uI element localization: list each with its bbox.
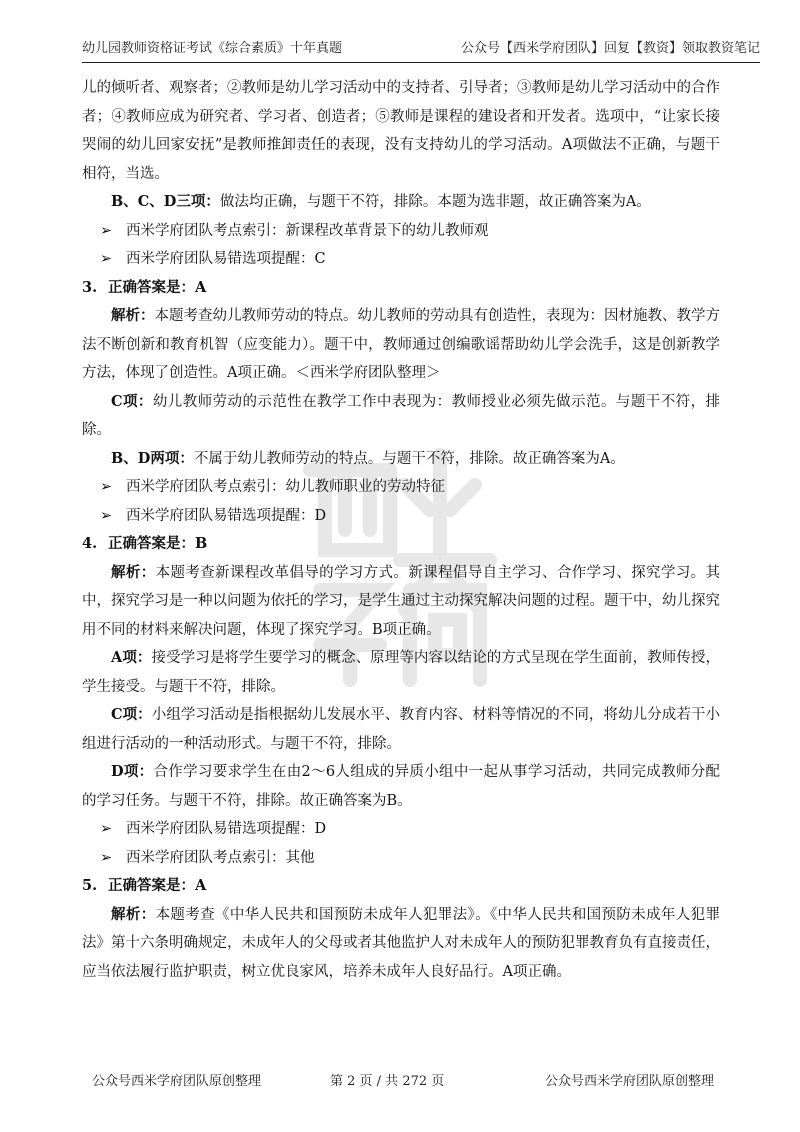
paragraph (82, 758, 720, 815)
bullet-item (82, 217, 720, 246)
correct-answer-text: 正确答案是：A (108, 278, 207, 296)
page-number: 第 2 页 / 共 272 页 (330, 1074, 445, 1089)
arrow-bullet-icon: ➢ (100, 507, 113, 524)
footer-right-credit: 公众号西米学府团队原创整理 (545, 1074, 715, 1089)
paragraph-text: 幼儿教师劳动的示范性在教学工作中表现为：教师授业必须先做示范。与题干不符，排除。 (82, 393, 721, 438)
paragraph (82, 74, 720, 188)
footer-left-credit: 公众号西米学府团队原创整理 (92, 1074, 262, 1089)
arrow-bullet-icon: ➢ (100, 849, 113, 866)
paragraph (82, 302, 720, 388)
paragraph-text: 本题考查新课程改革倡导的学习方式。新课程倡导自主学习、合作学习、探究学习。其中，探究学习是一种以问题为依托的学习，是学生通过主动探究解决问题的过程。题干中，幼儿探究用不同的材料来解决问题，体现了探究学习。B项正确。 (82, 564, 721, 638)
question-number: 4. (82, 535, 98, 552)
paragraph-text: 儿的倾听者、观察者；②教师是幼儿学习活动中的支持者、引导者；③教师是幼儿学习活动中的合作者；④教师应成为研究者、学习者、创造者；⑤教师是课程的建设者和开发者。选项中，“让家长接哭闹的幼儿回家安抚”是教师推卸责任的表现，没有支持幼儿的学习活动。A项做法不正确，与题干相符，当选。 (82, 80, 720, 182)
paragraph-text: 做法均正确，与题干不符，排除。本题为选非题，故正确答案为A。 (219, 194, 651, 210)
page-footer (0, 1070, 800, 1090)
paragraph-text: 接受学习是将学生要学习的概念、原理等内容以结论的方式呈现在学生面前，教师传授，学生接受。与题干不符，排除。 (82, 650, 720, 695)
paragraph (82, 901, 720, 987)
paragraph-label: D项： (111, 763, 154, 780)
paragraph-text: 不属于幼儿教师劳动的特点。与题干不符，排除。故正确答案为A。 (193, 450, 625, 467)
paragraph (82, 644, 720, 701)
arrow-bullet-icon: ➢ (100, 251, 113, 267)
header-title: 幼儿园教师资格证考试《综合素质》十年真题 (82, 41, 343, 56)
paragraph-text: 本题考查幼儿教师劳动的特点。幼儿教师的劳动具有创造性，表现为：因材施教、教学方法不断创新和教育机智（应变能力）。题干中，教师通过创编歌谣帮助幼儿学会洗手，这是创新教学方法，体现了创造性。A项正确。＜西米学府团队整理＞ (82, 308, 720, 381)
arrow-bullet-icon: ➢ (100, 821, 113, 837)
correct-answer-text: 正确答案是：B (108, 535, 208, 552)
paragraph (82, 559, 720, 645)
paragraph (82, 388, 720, 445)
paragraph-text: 小组学习活动是指根据幼儿发展水平、教育内容、材料等情况的不同，将幼儿分成若干小组进行活动的一种活动形式。与题干不符，排除。 (82, 707, 720, 752)
answer-explanation-body (82, 74, 720, 986)
question-answer-heading (82, 872, 720, 901)
bullet-text: 西米学府团队易错选项提醒：D (126, 821, 327, 837)
paragraph (82, 701, 720, 758)
header-promo: 公众号【西米学府团队】回复【教资】领取教资笔记 (460, 41, 760, 56)
paragraph-label: A项： (111, 649, 152, 666)
bullet-item (82, 245, 720, 274)
bullet-item (82, 473, 720, 502)
bullet-text: 西米学府团队考点索引：新课程改革背景下的幼儿教师观 (126, 222, 489, 239)
bullet-text: 西米学府团队考点索引：幼儿教师职业的劳动特征 (126, 479, 445, 495)
paragraph-text: 本题考查《中华人民共和国预防未成年人犯罪法》。《中华人民共和国预防未成年人犯罪法》第十六条明确规定，未成年人的父母或者其他监护人对未成年人的预防犯罪教育负有直接责任，应当依法履行监护职责，树立优良家风，培养未成年人良好品行。A项正确。 (82, 906, 720, 980)
paragraph-text: 合作学习要求学生在由2～6人组成的异质小组中一起从事学习活动，共同完成教师分配的学习任务。与题干不符，排除。故正确答案为B。 (82, 764, 721, 809)
bullet-text: 西米学府团队考点索引：其他 (126, 849, 315, 866)
paragraph-label: 解析： (111, 563, 156, 581)
paragraph-label: C项： (111, 392, 153, 410)
question-number: 3. (82, 278, 98, 296)
bullet-text: 西米学府团队易错选项提醒：C (126, 251, 326, 267)
question-answer-heading (82, 530, 720, 559)
bullet-item (82, 502, 720, 531)
arrow-bullet-icon: ➢ (100, 479, 113, 495)
question-number: 5. (82, 877, 98, 894)
paragraph (82, 188, 720, 217)
paragraph-label: 解析： (111, 307, 155, 324)
correct-answer-text: 正确答案是：A (108, 877, 207, 894)
paragraph-label: B、D两项： (111, 449, 194, 467)
question-answer-heading (82, 274, 720, 303)
paragraph-label: B、C、D三项： (111, 193, 220, 210)
arrow-bullet-icon: ➢ (100, 222, 113, 239)
bullet-text: 西米学府团队易错选项提醒：D (126, 507, 327, 524)
bullet-item (82, 844, 720, 873)
paragraph (82, 445, 720, 474)
paragraph-label: 解析： (111, 905, 156, 923)
bullet-item (82, 815, 720, 844)
page-header (82, 40, 760, 63)
paragraph-label: C项： (111, 706, 152, 723)
